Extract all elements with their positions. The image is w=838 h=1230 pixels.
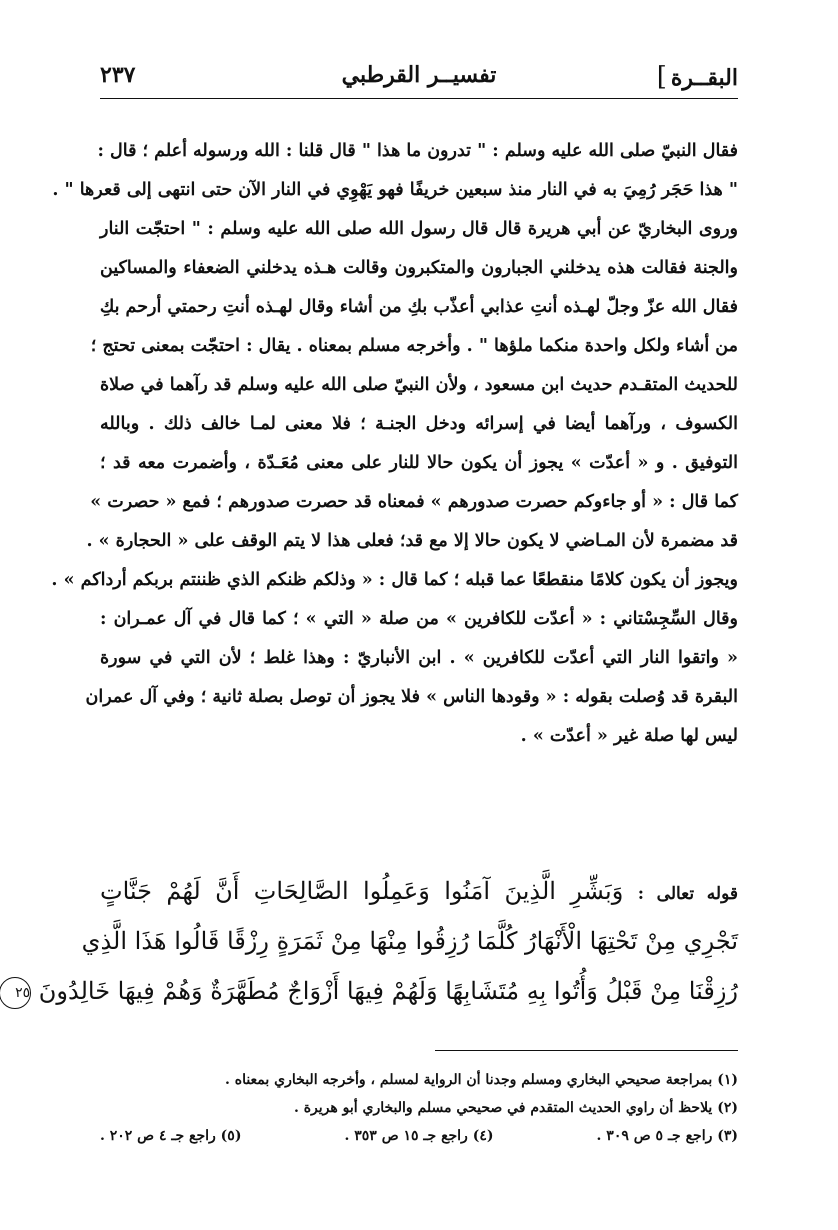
text-line: " هذا حَجَر رُمِيَ به في النار منذ سبعين خريفًا فهو يَهْوِي في النار الآن حتى انتهى إلى قعرها " . [52,180,738,200]
text-line: الكسوف ، ورآهما أيضا في إسرائه ودخل الجنـة ؛ فلا معنى لمـا خالف ذلك . وبالله [100,414,738,434]
footnotes [100,1066,738,1150]
verse-line-2: تَجْرِي مِنْ تَحْتِهَا الْأَنْهَارُ كُلَّمَا رُزِقُوا مِنْهَا مِنْ ثَمَرَةٍ رِزْقًا قَالُوا هَذَا الَّذِي [81,927,738,955]
text-line: للحديث المتقـدم حديث ابن مسعود ، ولأن النبيّ صلى الله عليه وسلم قد رآهما في صلاة [100,375,738,395]
footnote-3: (٣) راجع جـ ٥ ص ٣٠٩ . [596,1128,738,1144]
text-line: وقال السِّجِسْتاني : « أعدّت للكافرين » من صلة « التي » ؛ كما قال في آل عمـران : [100,609,738,629]
header-bracket: ] [656,62,667,92]
footnote-rule [435,1050,738,1051]
text-line: كما قال : « أو جاءوكم حصرت صدورهم » فمعناه قد حصرت صدورهم ؛ فمع « حصرت » [90,492,738,512]
verse-text-1: وَبَشِّرِ الَّذِينَ آمَنُوا وَعَمِلُوا الصَّالِحَاتِ أَنَّ لَهُمْ جَنَّاتٍ [100,877,624,905]
running-header [100,58,738,98]
page-number: ٢٣٧ [100,62,136,88]
text-line: قد مضمرة لأن المـاضي لا يكون حالا إلا مع قد؛ فعلى هذا لا يتم الوقف على « الحجارة » . [86,531,738,551]
text-line: التوفيق . و « أعدّت » يجوز أن يكون حالا للنار على معنى مُعَـدّة ، وأضمرت معه قد ؛ [100,453,738,473]
surah-name: البقــرة] [656,62,738,92]
text-line: وروى البخاريّ عن أبي هريرة قال قال رسول الله صلى الله عليه وسلم : " احتجّت النار [100,219,738,239]
text-line: « واتقوا النار التي أعدّت للكافرين » . ابن الأنباريّ : وهذا غلط ؛ لأن التي في سورة [100,648,738,668]
text-line: ويجوز أن يكون كلامًا منقطعًا عما قبله ؛ كما قال : « وذلكم ظنكم الذي ظننتم بربكم أرداكم » . [51,570,738,590]
text-line: من أشاء ولكل واحدة منكما ملؤها " . وأخرجه مسلم بمعناه . يقال : احتجّت بمعنى تحتج ؛ [90,336,738,356]
footnote-2: (٢) يلاحظ أن راوي الحديث المتقدم في صحيحي مسلم والبخاري أبو هريرة . [293,1100,738,1116]
verse-line-3 [15,966,738,1016]
text-line: ليس لها صلة غير « أعدّت » . [520,726,738,746]
footnote-row-3 [100,1122,738,1150]
footnote-5: (٥) راجع جـ ٤ ص ٢٠٢ . [100,1128,242,1144]
verse-label: قوله تعالى : [637,884,738,904]
footnote-1: (١) بمراجعة صحيحي البخاري ومسلم وجدنا أن الرواية لمسلم ، وأخرجه البخاري بمعناه . [224,1072,738,1088]
verse-number: ٢٥ [0,977,31,1009]
text-line: فقال الله عزّ وجلّ لهـذه أنتِ عذابي أعذّب بكِ من أشاء وقال لهـذه أنتِ رحمتي أرحم بكِ [99,297,738,317]
footnote-4: (٤) راجع جـ ١٥ ص ٣٥٣ . [344,1128,494,1144]
text-line: البقرة قد وُصلت بقوله : « وقودها الناس » فلا يجوز أن توصل بصلة ثانية ؛ وفي آل عمران [85,687,738,707]
commentary-text [51,132,738,756]
quran-verse [15,866,738,1016]
verse-text-3: رُزِقْنَا مِنْ قَبْلُ وَأُتُوا بِهِ مُتَشَابِهًا وَلَهُمْ فِيهَا أَزْوَاجٌ مُطَهَّرَةٌ وَهُمْ فِيهَا خَالِدُونَ [38,977,738,1005]
text-line: فقال النبيّ صلى الله عليه وسلم : " تدرون ما هذا " قال قلنا : الله ورسوله أعلم ؛ قال : [97,141,738,161]
header-rule [100,98,738,99]
verse-line-1 [100,866,738,916]
text-line: والجنة فقالت هذه يدخلني الجبارون والمتكبرون وقالت هـذه يدخلني الضعفاء والمساكين [100,258,738,278]
book-title: تفسيــر القرطبي [341,62,497,88]
